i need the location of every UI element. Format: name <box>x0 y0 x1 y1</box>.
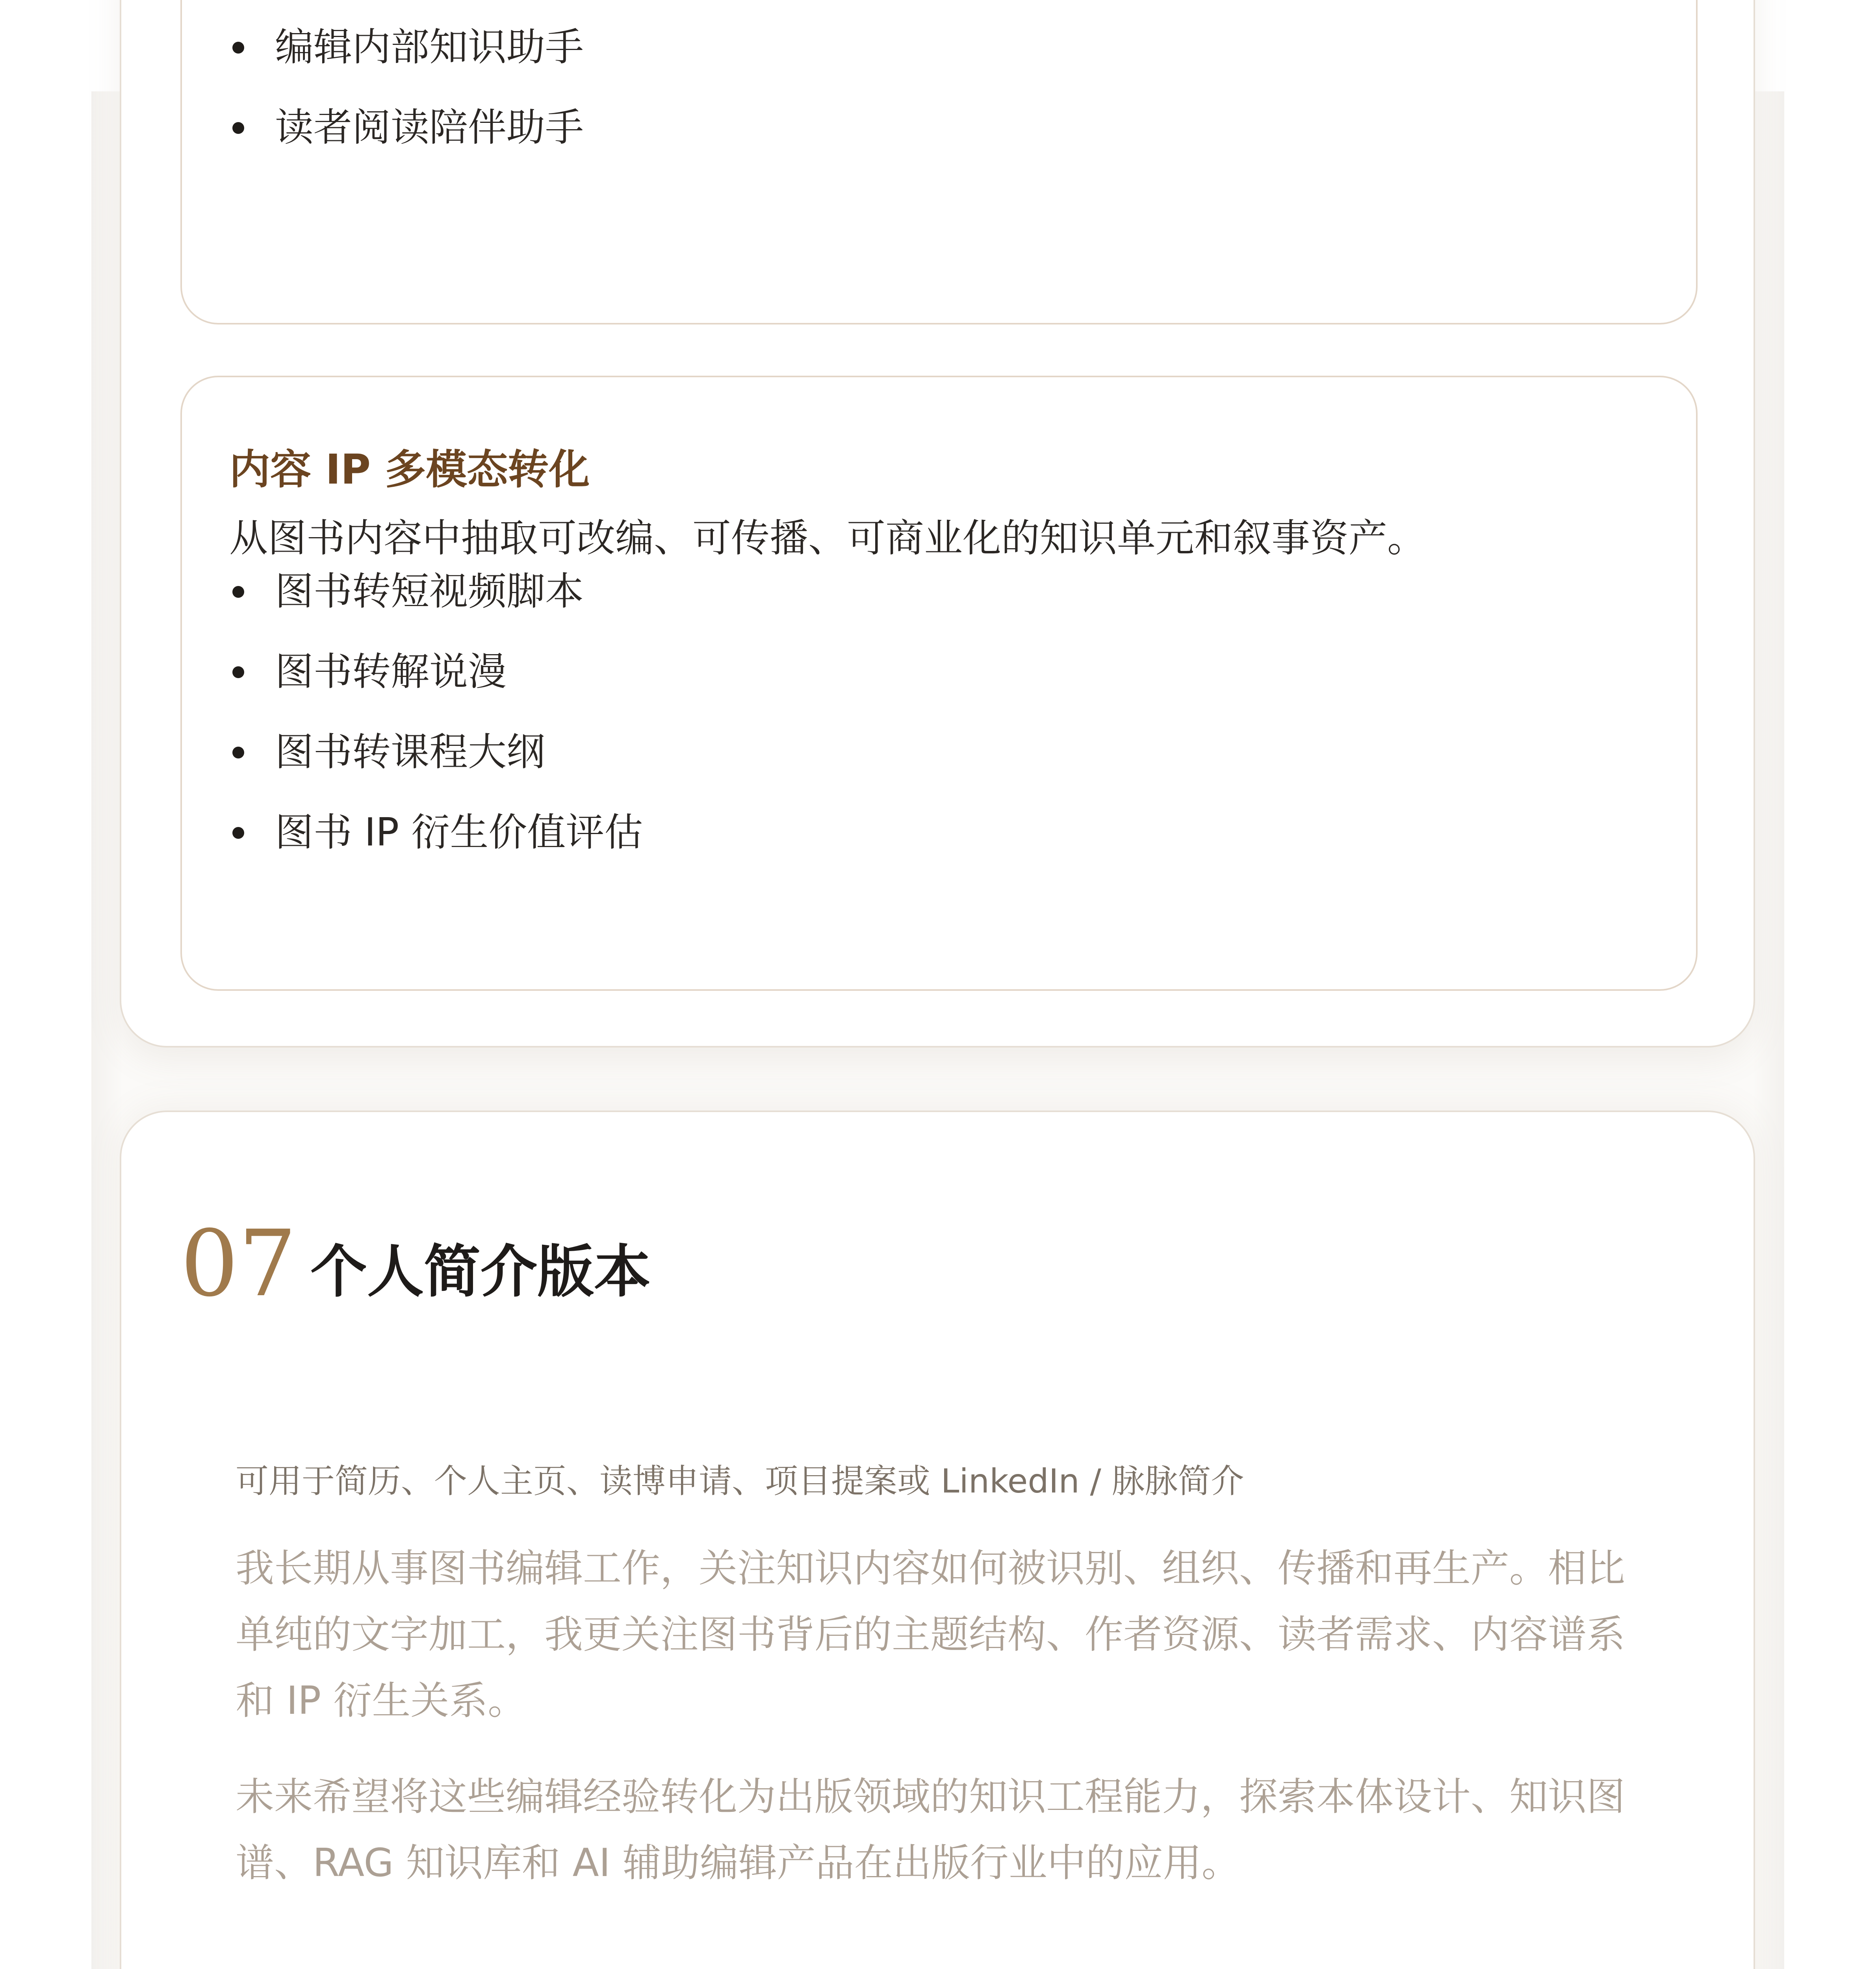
list-item: 图书转短视频脚本 <box>229 551 643 632</box>
profile-paragraph: 我长期从事图书编辑工作，关注知识内容如何被识别、组织、传播和再生产。相比单纯的文字加工，我更关注图书背后的主题结构、作者资源、读者需求、内容谱系和 IP 衍生关系。 <box>236 1546 1625 1723</box>
list-item: 读者阅读陪伴助手 <box>229 87 584 168</box>
profile-usage-label: 可用于简历、个人主页、读博申请、项目提案或 LinkedIn / 脉脉简介 <box>236 1462 1244 1500</box>
assistant-card <box>180 0 1698 324</box>
application-scenarios-card <box>120 0 1755 1048</box>
card-description: 从图书内容中抽取可改编、可传播、可商业化的知识单元和叙事资产。 <box>229 516 1426 561</box>
list-item: 图书转解说漫 <box>229 632 643 712</box>
card-title: 内容 IP 多模态转化 <box>229 445 590 493</box>
section-number: 07 <box>180 1211 297 1317</box>
list-item: 编辑内部知识助手 <box>229 7 584 87</box>
section-title: 个人简介版本 <box>310 1239 651 1305</box>
ip-transform-card <box>180 376 1698 991</box>
profile-section-card <box>120 1111 1755 1969</box>
assistant-list <box>229 7 584 168</box>
list-item: 图书转课程大纲 <box>229 712 643 792</box>
profile-paragraph: 未来希望将这些编辑经验转化为出版领域的知识工程能力，探索本体设计、知识图谱、RAG 知识库和 AI 辅助编辑产品在出版行业中的应用。 <box>236 1774 1625 1886</box>
list-item: 图书 IP 衍生价值评估 <box>229 792 643 873</box>
ip-transform-list <box>229 551 643 873</box>
